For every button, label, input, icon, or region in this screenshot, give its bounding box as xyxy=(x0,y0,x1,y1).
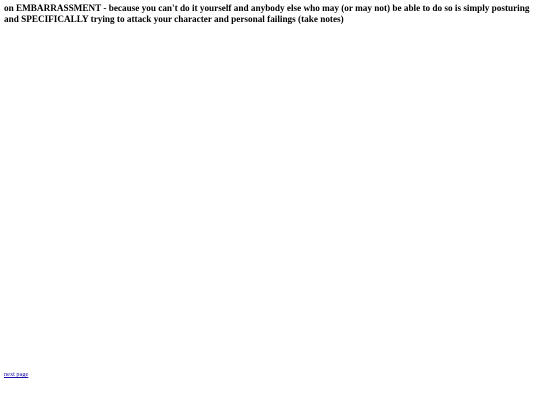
document-body-text xyxy=(4,31,536,361)
next-page-link[interactable]: next page xyxy=(4,371,29,378)
document-title: on EMBARRASSMENT - because you can't do it yourself and anybody else who may (or may not) be able to do so is simply posturing and SPECIFICALLY trying to attack your character and personal failings (take notes) xyxy=(4,3,530,24)
